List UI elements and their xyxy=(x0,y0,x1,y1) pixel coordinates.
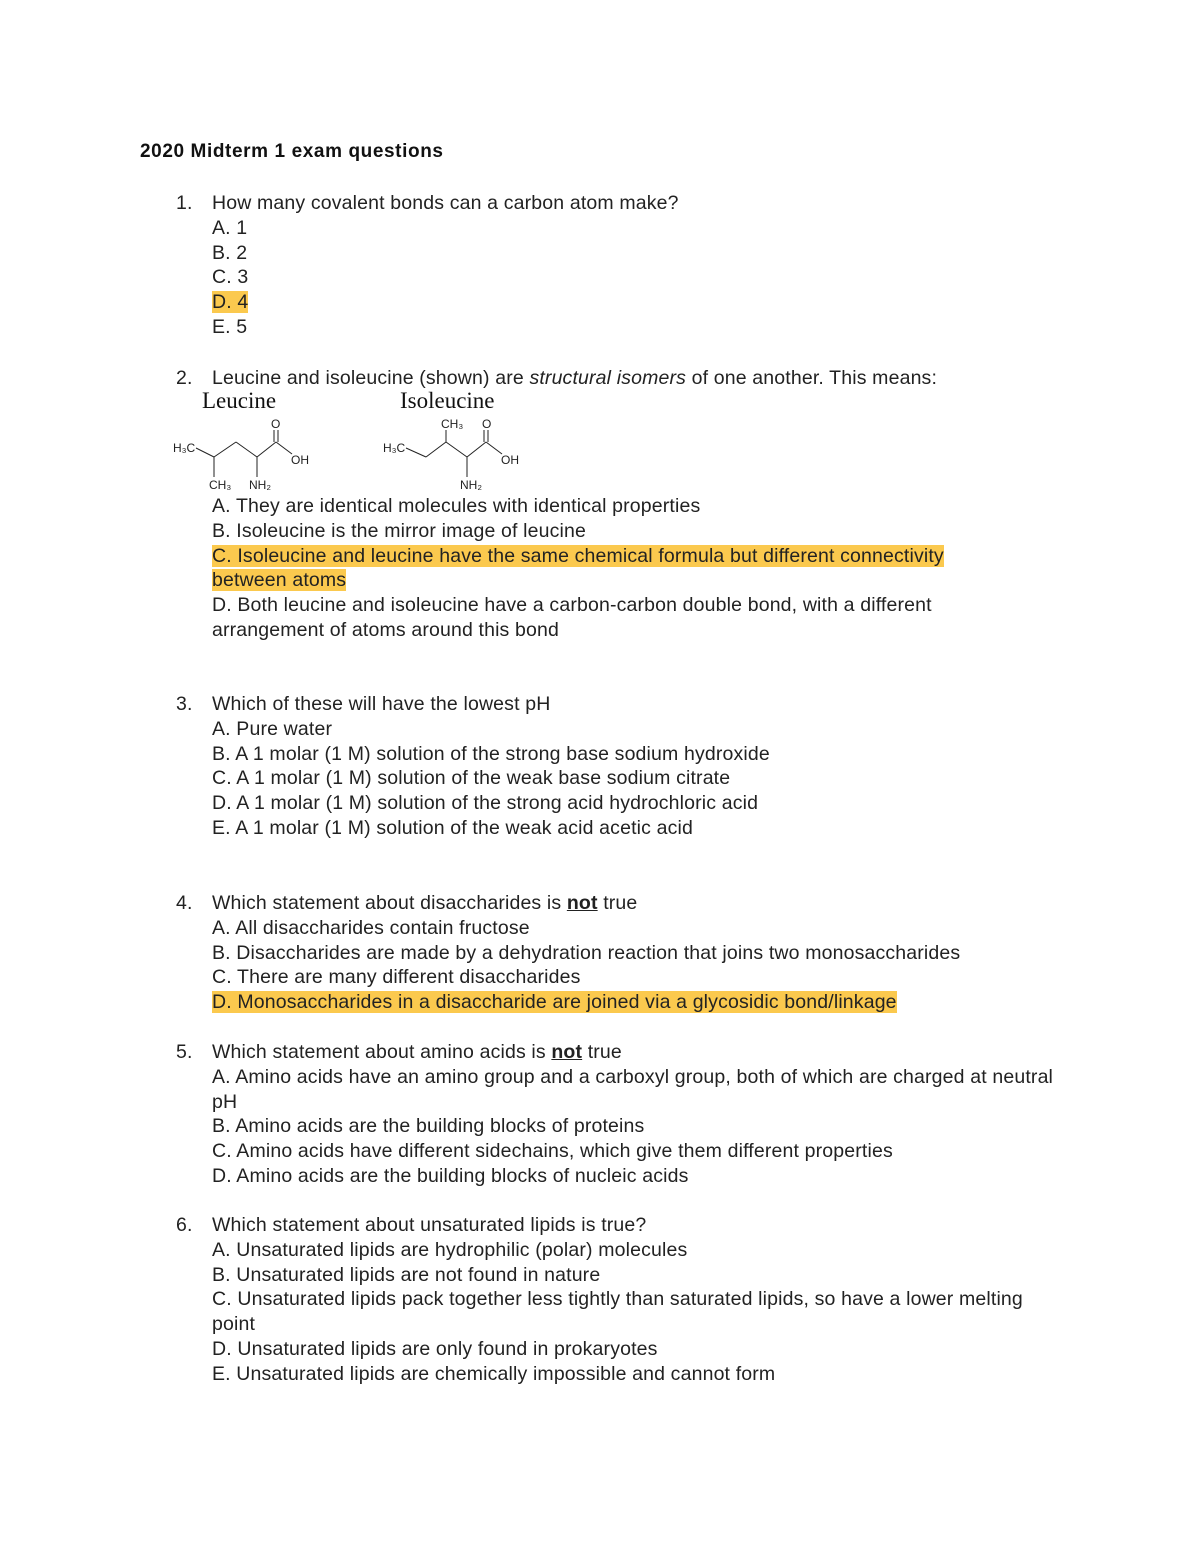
svg-text:OH: OH xyxy=(291,453,309,467)
question-number: 6. xyxy=(176,1214,193,1236)
question-number: 1. xyxy=(176,192,193,214)
option-a: A. Unsaturated lipids are hydrophilic (polar) molecules xyxy=(212,1238,688,1261)
option-d-highlighted: D. 4 xyxy=(212,291,249,314)
option-d-highlighted: D. Monosaccharides in a disaccharide are joined via a glycosidic bond/linkage xyxy=(212,991,897,1014)
option-c-highlighted: C. Isoleucine and leucine have the same chemical formula but different connectivity between atoms xyxy=(212,544,944,592)
option-c: C. A 1 molar (1 M) solution of the weak base sodium citrate xyxy=(212,767,731,790)
question-text: How many covalent bonds can a carbon atom make? xyxy=(212,192,679,214)
question-text: Leucine and isoleucine (shown) are structural isomers of one another. This means: xyxy=(212,367,938,389)
option-c: C. Unsaturated lipids pack together less tightly than saturated lipids, so have a lower melting point xyxy=(212,1288,1023,1336)
option-a: A. They are identical molecules with identical properties xyxy=(212,495,701,517)
question-5 xyxy=(176,1040,1076,1189)
svg-text:NH₂: NH₂ xyxy=(460,478,482,492)
option-e: E. A 1 molar (1 M) solution of the weak acid acetic acid xyxy=(212,816,693,839)
question-text: Which of these will have the lowest pH xyxy=(212,693,551,715)
isoleucine-label: Isoleucine xyxy=(400,388,495,413)
option-a: A. All disaccharides contain fructose xyxy=(212,916,530,939)
question-number: 2. xyxy=(176,367,193,389)
svg-text:H₃C: H₃C xyxy=(383,441,406,455)
option-d: D. Amino acids are the building blocks of nucleic acids xyxy=(212,1164,689,1187)
question-text: Which statement about amino acids is not true xyxy=(212,1041,622,1063)
option-a: A. Pure water xyxy=(212,717,333,740)
svg-text:CH₃: CH₃ xyxy=(209,478,232,492)
svg-text:NH₂: NH₂ xyxy=(249,478,271,492)
question-2-options xyxy=(176,494,1076,643)
question-1 xyxy=(176,191,1076,340)
option-d: D. Both leucine and isoleucine have a carbon-carbon double bond, with a different arrangement of atoms around this bond xyxy=(212,594,932,641)
question-4 xyxy=(176,891,1076,1015)
leucine-skeleton xyxy=(196,430,292,477)
option-a: A. Amino acids have an amino group and a carboxyl group, both of which are charged at neutral pH xyxy=(212,1065,1054,1113)
svg-text:O: O xyxy=(271,417,281,431)
svg-text:H₃C: H₃C xyxy=(173,441,196,455)
leucine-label: Leucine xyxy=(202,388,277,413)
question-6 xyxy=(176,1213,1076,1387)
svg-text:O: O xyxy=(482,417,492,431)
option-b: B. Unsaturated lipids are not found in nature xyxy=(212,1263,601,1286)
question-text: Which statement about unsaturated lipids is true? xyxy=(212,1214,647,1236)
option-b: B. Amino acids are the building blocks of proteins xyxy=(212,1115,645,1138)
option-e: E. 5 xyxy=(212,315,248,338)
option-e: E. Unsaturated lipids are chemically impossible and cannot form xyxy=(212,1362,776,1385)
page-title: 2020 Midterm 1 exam questions xyxy=(140,141,444,162)
option-c: C. 3 xyxy=(212,266,249,289)
question-number: 5. xyxy=(176,1041,193,1063)
option-d: D. A 1 molar (1 M) solution of the strong acid hydrochloric acid xyxy=(212,792,759,815)
question-3 xyxy=(176,692,1076,841)
option-c: C. There are many different disaccharides xyxy=(212,966,581,989)
isoleucine-skeleton xyxy=(406,430,502,477)
question-number: 3. xyxy=(176,693,193,715)
emphasis-not: not xyxy=(566,892,598,914)
svg-text:OH: OH xyxy=(501,453,519,467)
option-c: C. Amino acids have different sidechains, which give them different properties xyxy=(212,1140,893,1163)
emphasis-not: not xyxy=(551,1041,583,1063)
svg-text:CH₃: CH₃ xyxy=(441,417,464,431)
option-b: B. Isoleucine is the mirror image of leucine xyxy=(212,519,587,542)
option-b: B. 2 xyxy=(212,241,248,264)
option-b: B. Disaccharides are made by a dehydration reaction that joins two monosaccharides xyxy=(212,941,961,964)
question-number: 4. xyxy=(176,892,193,914)
option-b: B. A 1 molar (1 M) solution of the strong base sodium hydroxide xyxy=(212,742,770,765)
option-a: A. 1 xyxy=(212,216,248,239)
option-d: D. Unsaturated lipids are only found in prokaryotes xyxy=(212,1337,658,1360)
leucine-isoleucine-structures xyxy=(170,386,550,496)
question-text: Which statement about disaccharides is not true xyxy=(212,892,638,914)
